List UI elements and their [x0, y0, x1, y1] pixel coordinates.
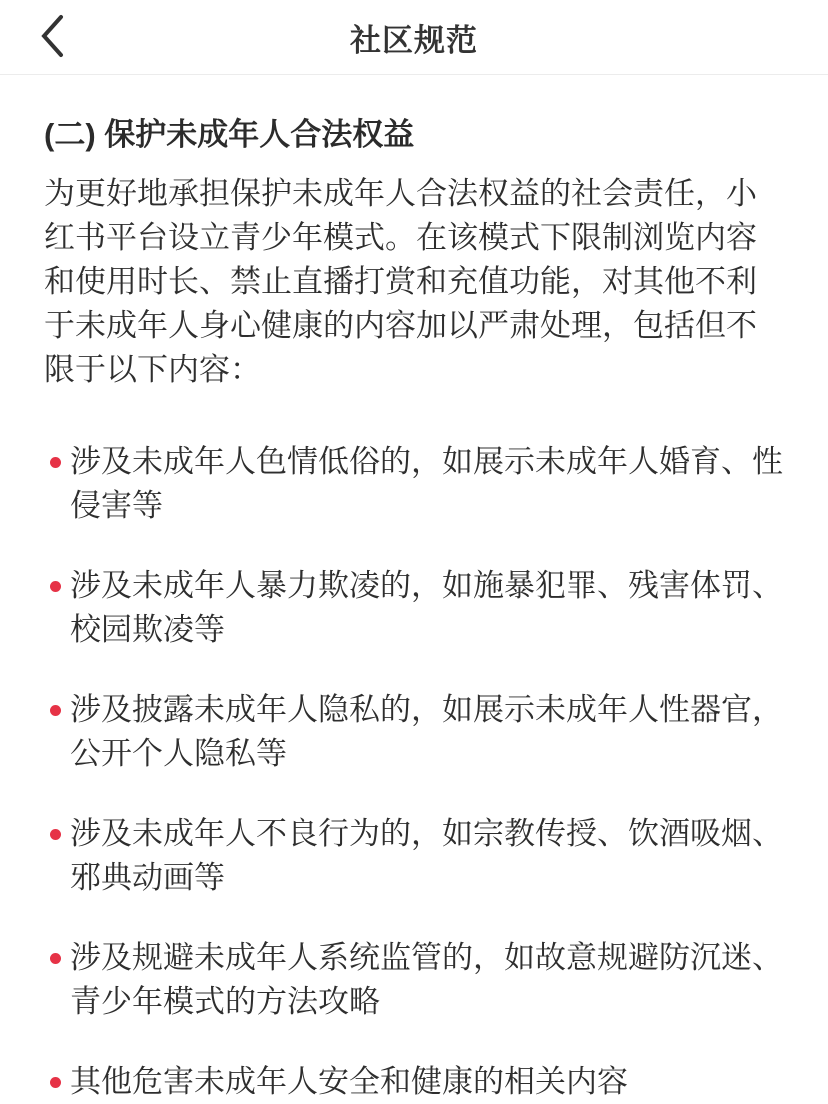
violation-list	[44, 440, 784, 1104]
chevron-left-icon	[37, 12, 67, 60]
list-item	[44, 812, 784, 900]
list-item-text: 涉及未成年人色情低俗的，如展示未成年人婚育、性侵害等	[70, 444, 783, 523]
list-item	[44, 1060, 784, 1104]
list-item	[44, 688, 784, 776]
intro-paragraph: 为更好地承担保护未成年人合法权益的社会责任，小红书平台设立青少年模式。在该模式下限制浏览内容和使用时长、禁止直播打赏和充值功能，对其他不利于未成年人身心健康的内容加以严肃处理，包括但不限于以下内容：	[44, 176, 757, 387]
list-item	[44, 564, 784, 652]
bullet-dot-icon	[50, 1077, 61, 1088]
list-item	[44, 440, 784, 528]
list-item-text: 其他危害未成年人安全和健康的相关内容	[70, 1064, 628, 1099]
bullet-dot-icon	[50, 581, 61, 592]
section-heading: (二) 保护未成年人合法权益	[44, 117, 415, 152]
bullet-dot-icon	[50, 457, 61, 468]
bullet-dot-icon	[50, 705, 61, 716]
list-item-text: 涉及披露未成年人隐私的，如展示未成年人性器官，公开个人隐私等	[70, 692, 783, 771]
list-item-text: 涉及未成年人暴力欺凌的，如施暴犯罪、残害体罚、校园欺凌等	[70, 568, 783, 647]
list-item-text: 涉及未成年人不良行为的，如宗教传授、饮酒吸烟、邪典动画等	[70, 816, 783, 895]
bullet-dot-icon	[50, 953, 61, 964]
page-title: 社区规范	[350, 22, 478, 58]
list-item	[44, 936, 784, 1024]
content-area	[0, 75, 828, 1104]
bullet-dot-icon	[50, 829, 61, 840]
list-item-text: 涉及规避未成年人系统监管的，如故意规避防沉迷、青少年模式的方法攻略	[70, 940, 783, 1019]
navbar	[0, 0, 828, 75]
back-button[interactable]	[26, 8, 78, 64]
